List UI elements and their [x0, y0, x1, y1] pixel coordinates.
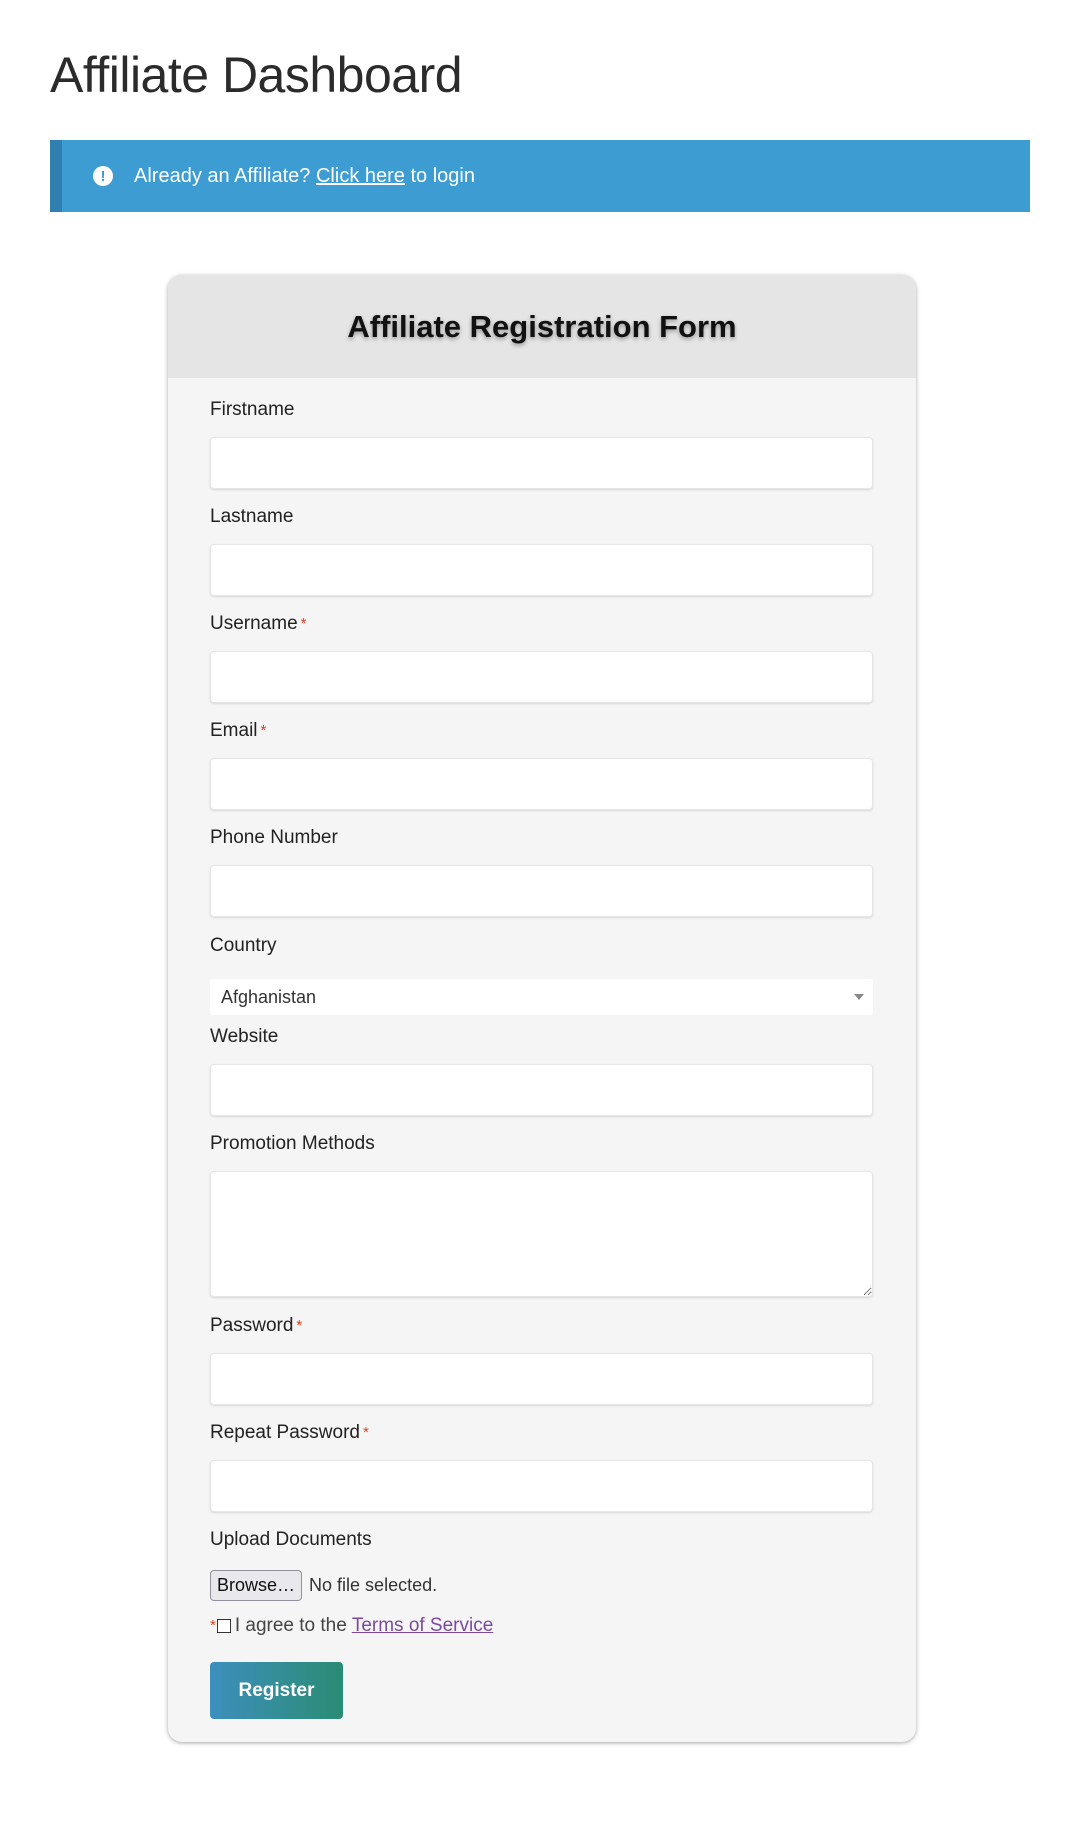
lastname-input[interactable]	[210, 544, 873, 596]
notice-text	[134, 165, 475, 188]
required-mark: *	[260, 722, 267, 739]
notice-text-after: to login	[404, 164, 475, 187]
required-mark: *	[362, 1424, 369, 1441]
repeat-password-label-text: Repeat Password	[210, 1422, 360, 1443]
promotion-group	[210, 1131, 873, 1297]
required-mark: *	[296, 1317, 303, 1334]
promotion-textarea[interactable]	[210, 1171, 873, 1297]
upload-label	[210, 1527, 873, 1553]
firstname-input[interactable]	[210, 437, 873, 489]
notice-text-before: Already an Affiliate?	[134, 164, 316, 187]
lastname-label-text: Lastname	[210, 506, 294, 527]
website-label	[210, 1024, 873, 1050]
lastname-label	[210, 504, 873, 530]
registration-form	[168, 275, 916, 1742]
website-label-text: Website	[210, 1026, 279, 1047]
terms-group	[210, 1615, 873, 1637]
terms-text: I agree to the	[234, 1615, 347, 1636]
country-group	[210, 933, 873, 1015]
login-link[interactable]: Click here	[315, 164, 405, 187]
promotion-label	[210, 1131, 873, 1157]
terms-of-service-link[interactable]: Terms of Service	[351, 1615, 494, 1636]
country-select[interactable]	[210, 979, 873, 1015]
country-label	[210, 933, 873, 959]
repeat-password-group	[210, 1420, 873, 1512]
promotion-label-text: Promotion Methods	[210, 1133, 375, 1154]
phone-label-text: Phone Number	[210, 827, 338, 848]
password-group	[210, 1313, 873, 1405]
email-group	[210, 718, 873, 810]
repeat-password-label	[210, 1420, 873, 1446]
form-title: Affiliate Registration Form	[347, 308, 737, 344]
phone-input[interactable]	[210, 865, 873, 917]
email-input[interactable]	[210, 758, 873, 810]
email-label-text: Email	[210, 720, 258, 741]
file-input	[210, 1570, 873, 1601]
email-label	[210, 718, 873, 744]
country-label-text: Country	[210, 935, 277, 956]
country-selected-value: Afghanistan	[221, 987, 317, 1007]
firstname-label-text: Firstname	[210, 399, 295, 420]
username-label	[210, 611, 873, 637]
browse-button[interactable]: Browse…	[210, 1570, 302, 1601]
website-input[interactable]	[210, 1064, 873, 1116]
exclamation-circle-icon: !	[93, 166, 113, 186]
upload-label-text: Upload Documents	[210, 1529, 372, 1550]
file-status: No file selected.	[309, 1575, 438, 1595]
phone-label	[210, 825, 873, 851]
chevron-down-icon	[854, 994, 864, 1000]
password-label-text: Password	[210, 1315, 294, 1336]
password-input[interactable]	[210, 1353, 873, 1405]
login-notice	[50, 140, 1030, 212]
repeat-password-input[interactable]	[210, 1460, 873, 1512]
form-header	[168, 275, 916, 378]
username-label-text: Username	[210, 613, 298, 634]
firstname-label	[210, 397, 873, 423]
page-title: Affiliate Dashboard	[50, 47, 463, 103]
website-group	[210, 1024, 873, 1116]
terms-row	[210, 1615, 873, 1637]
firstname-group	[210, 397, 873, 489]
upload-group	[210, 1527, 873, 1601]
terms-checkbox[interactable]	[217, 1619, 231, 1633]
lastname-group	[210, 504, 873, 596]
required-mark: *	[300, 615, 307, 632]
username-group	[210, 611, 873, 703]
required-mark: *	[210, 1617, 216, 1634]
register-button[interactable]: Register	[210, 1662, 343, 1719]
phone-group	[210, 825, 873, 917]
username-input[interactable]	[210, 651, 873, 703]
password-label	[210, 1313, 873, 1339]
